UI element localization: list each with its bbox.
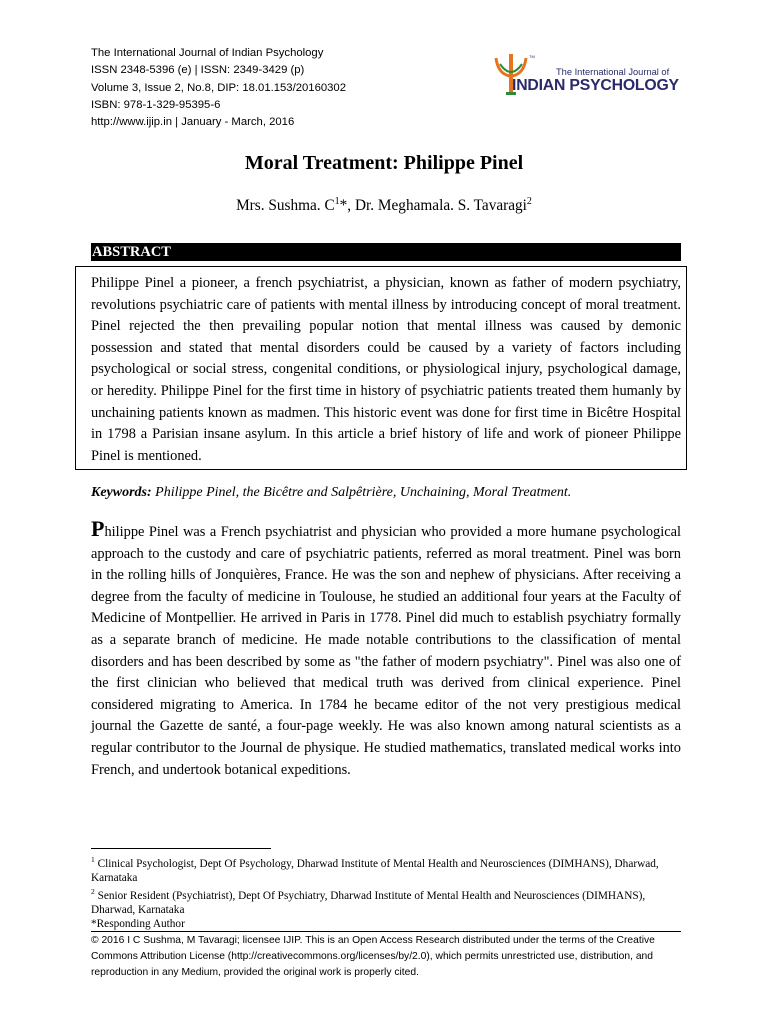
abstract-heading-bar: [91, 243, 681, 261]
logo-line1: The International Journal of: [556, 67, 670, 77]
footnote-1-text: Clinical Psychologist, Dept Of Psychology, Dharwad Institute of Mental Health and Neurosciences (DIMHANS), Dharwad, Karnataka: [91, 857, 659, 884]
url-date-line[interactable]: http://www.ijip.in | January - March, 2016: [91, 116, 295, 129]
author-1: Mrs. Sushma. C: [236, 197, 335, 215]
journal-logo: [492, 50, 682, 100]
footnote-1-number: 1: [91, 855, 95, 864]
footnote-2-number: 2: [91, 886, 95, 896]
drop-cap: P: [91, 516, 105, 541]
corresponding-mark: *,: [339, 197, 355, 215]
body-text: hilippe Pinel was a French psychiatrist and physician who provided a more humane psychological approach to the custody and care of psychiatric patients, referred as moral treatment. Pinel was born in the rolling hills of Jonquières, France. He was the son and nephew of physicians. After receiving a degree from the faculty of medicine in Toulouse, he studied an additional four years at the Faculty of Medicine of Montpellier. He arrived in Paris in 1778. Pinel did much to establish psychiatry formally as a separate branch of medicine. He made notable contributions to the classification of mental disorders and has been described by some as "the father of modern psychiatry". Pinel was also one of the first clinician who believed that medical truth was derived from clinical experience. Pinel considered migrating to America. In 1784 he became editor of the not very prestigious medical journal the Gazette de santé, a four-page weekly. He was also known among natural scientists as a regular contributor to the Journal de physique. He studied mathematics, translated medical works into French, and undertook botanical expeditions.: [91, 524, 681, 778]
footnote-2: [91, 885, 681, 917]
logo-line2: INDIAN PSYCHOLOGY: [512, 77, 679, 94]
license-text: © 2016 I C Sushma, M Tavaragi; licensee IJIP. This is an Open Access Research distributed under the terms of the Creative Commons Attribution License (http://creativecommons.org/licenses/by/2.0), which permits unrestricted use, distribution, and reproduction in any Medium, provided the original work is properly cited.: [91, 935, 655, 978]
journal-header: [91, 45, 346, 131]
isbn-line: ISBN: 978-1-329-95395-6: [91, 98, 221, 111]
abstract-heading: ABSTRACT: [92, 244, 171, 260]
author-1-affil: 1: [334, 196, 340, 207]
keywords-text: Philippe Pinel, the Bicêtre and Salpêtrière, Unchaining, Moral Treatment.: [151, 485, 572, 500]
footnote-1: [91, 853, 681, 885]
journal-name: The International Journal of Indian Psychology: [91, 47, 324, 59]
footnote-divider: [91, 848, 271, 849]
keywords-label: Keywords:: [91, 485, 152, 500]
footnote-2-text: Senior Resident (Psychiatrist), Dept Of Psychiatry, Dharwad Institute of Mental Health and Neurosciences (DIMHANS), Dharwad, Karnataka: [91, 889, 646, 916]
footnotes: [91, 853, 681, 931]
svg-text:TM: TM: [529, 54, 535, 59]
keywords-line: [91, 485, 571, 501]
abstract-text: Philippe Pinel a pioneer, a french psychiatrist, a physician, known as father of modern psychiatry, revolutions psychiatric care of patients with mental illness by introducing concept of moral treatment. Pinel rejected the then prevailing popular notion that mental illness was caused by demonic possession and stated that mental disorders could be caused by a variety of factors including psychological or social stress, congenital conditions, or physiological injury, psychological damage, or heredity. Philippe Pinel for the first time in history of psychiatric patients treated them humanly by unchaining patients known as madmen. This historic event was done for first time in Bicêtre Hospital in 1798 a Parisian insane asylum. In this article a brief history of life and work of pioneer Philippe Pinel is mentioned.: [91, 275, 681, 464]
author-2-affil: 2: [526, 196, 532, 207]
article-title: Moral Treatment: Philippe Pinel: [244, 152, 524, 174]
license-divider: [91, 931, 681, 932]
author-line: [0, 196, 768, 215]
responding-author-note: *Responding Author: [91, 917, 185, 930]
volume-line: Volume 3, Issue 2, No.8, DIP: 18.01.153/20160302: [91, 81, 346, 94]
author-2: Dr. Meghamala. S. Tavaragi: [354, 197, 527, 215]
body-paragraph: [91, 516, 681, 781]
issn-line: ISSN 2348-5396 (e) | ISSN: 2349-3429 (p): [91, 64, 305, 77]
